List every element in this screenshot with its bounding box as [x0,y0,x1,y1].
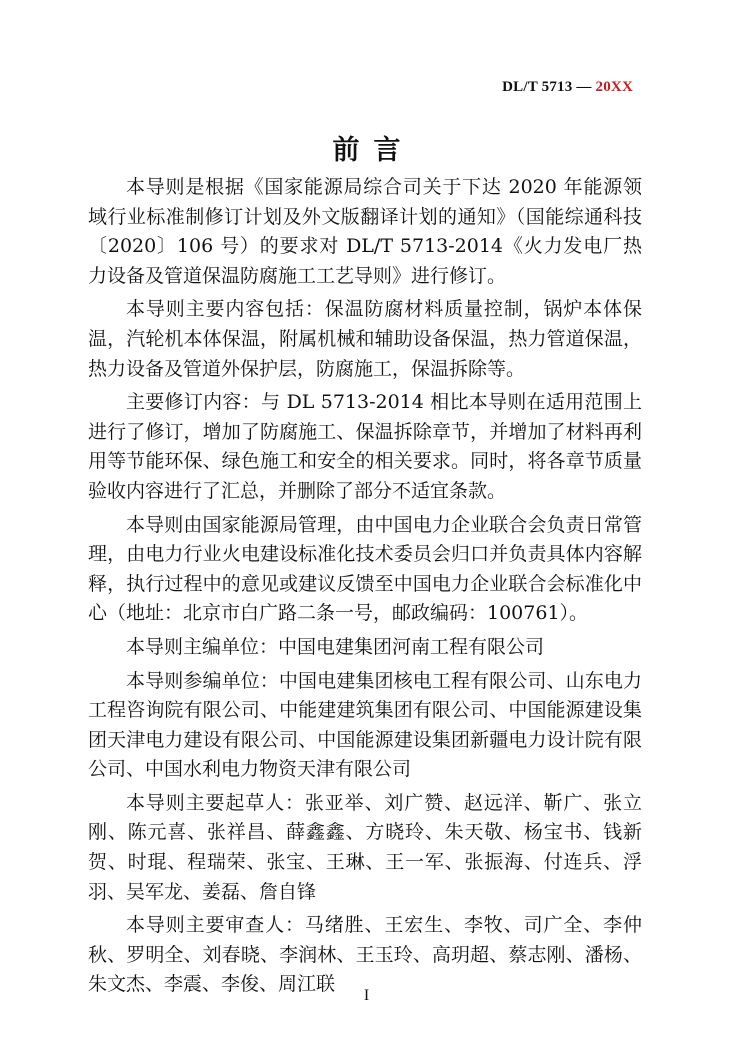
paragraph-chief-editor: 本导则主编单位：中国电建集团河南工程有限公司 [126,635,545,658]
paragraph-main-content: 本导则主要内容包括：保温防腐材料质量控制，锅炉本体保温，汽轮机本体保温，附属机械和辅助设备保温，热力管道保温，热力设备及管道外保护层，防腐施工，保温拆除等。 [88,298,642,380]
preface-body [88,173,642,1004]
paragraph-basis: 本导则是根据《国家能源局综合司关于下达 2020 年能源领域行业标准制修订计划及外文版翻译计划的通知》（国能综通科技〔2020〕106 号）的要求对 DL/T 5713-2014《火力发电厂热力设备及管道保温防腐施工工艺导则》进行修订。 [88,176,642,287]
page-title: 前言 [332,135,415,166]
paragraph-management: 本导则由国家能源局管理，由中国电力企业联合会负责日常管理，由电力行业火电建设标准化技术委员会归口并负责具体内容解释，执行过程中的意见或建议反馈至中国电力企业联合会标准化中心（地址：北京市白广路二条一号，邮政编码：100761）。 [88,513,642,625]
standard-code: DL/T 5713 — [502,79,596,95]
paragraph-revisions: 主要修订内容：与 DL 5713-2014 相比本导则在适用范围上进行了修订，增加了防腐施工、保温拆除章节，并增加了材料再利用等节能环保、绿色施工和安全的相关要求。同时，将各章节质量验收内容进行了汇总，并删除了部分不适宜条款。 [88,391,642,502]
standard-code-header [502,79,633,96]
standard-year: 20XX [595,79,633,95]
paragraph-drafters: 本导则主要起草人：张亚举、刘广赞、赵远洋、靳广、张立刚、陈元喜、张祥昌、薛鑫鑫、方晓玲、朱天敬、杨宝书、钱新贺、时琨、程瑞荣、张宝、王琳、王一军、张振海、付连兵、浮羽、吴军龙、姜磊、詹自锋 [88,791,642,903]
paragraph-participants: 本导则参编单位：中国电建集团核电工程有限公司、山东电力工程咨询院有限公司、中能建建筑集团有限公司、中国能源建设集团天津电力建设有限公司、中国能源建设集团新疆电力设计院有限公司、中国水利电力物资天津有限公司 [88,669,642,781]
paragraph-reviewers: 本导则主要审查人：马绪胜、王宏生、李牧、司广全、李仲秋、罗明全、刘春晓、李润林、王玉玲、高玥超、蔡志刚、潘杨、朱文杰、李震、李俊、周江联 [88,914,642,996]
page-number: I [363,987,370,1004]
